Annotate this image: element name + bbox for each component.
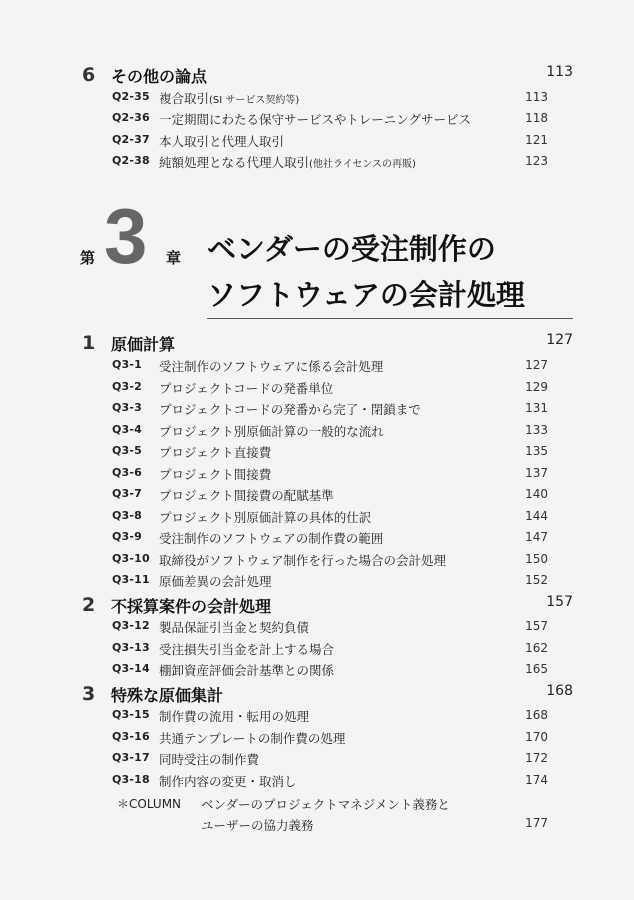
entry-page: 144 xyxy=(525,508,548,523)
entry-title: 原価差異の会計処理 xyxy=(159,574,272,589)
entry-page: 127 xyxy=(525,358,548,372)
entry-title: 制作内容の変更・取消し xyxy=(159,773,297,789)
section-number: 2 xyxy=(82,594,96,616)
entry-title: プロジェクトコードの発番単位 xyxy=(159,380,334,396)
entry-code: Q3-10 xyxy=(112,551,150,565)
entry-page: 118 xyxy=(525,111,548,125)
entry-page: 152 xyxy=(525,573,548,587)
entry-page: 168 xyxy=(525,708,548,722)
section-page: 113 xyxy=(546,64,573,80)
section-title: 原価計算 xyxy=(111,335,176,354)
entry-title: 製品保証引当金と契約負債 xyxy=(159,620,310,635)
toc-entry-q2-36[interactable] xyxy=(0,109,634,129)
entry-title: 取締役がソフトウェア制作を行った場合の会計処理 xyxy=(159,552,447,568)
section-number: 6 xyxy=(82,64,96,86)
entry-title: 棚卸資産評価会計基準との関係 xyxy=(159,663,335,678)
entry-page: 170 xyxy=(525,729,548,744)
entry-page: 131 xyxy=(525,401,548,415)
section-title: その他の論点 xyxy=(111,67,208,86)
toc-entry-q3-3[interactable] xyxy=(0,399,634,419)
entry-code: Q3-15 xyxy=(112,708,150,721)
toc-entry-q3-4[interactable] xyxy=(0,421,634,441)
toc-entry-q3-13[interactable] xyxy=(0,639,634,659)
chapter-3-heading xyxy=(0,192,634,325)
entry-page: 162 xyxy=(525,640,548,655)
toc-entry-q3-11[interactable] xyxy=(0,571,634,591)
entry-code: Q3-18 xyxy=(112,772,150,786)
entry-code: Q3-13 xyxy=(112,640,150,654)
entry-title: 共通テンプレートの制作費の処理 xyxy=(159,730,346,746)
toc-entry-q3-1[interactable] xyxy=(0,356,634,376)
entry-code: Q3-16 xyxy=(112,729,150,743)
chapter-title-line2: ソフトウェアの会計処理 xyxy=(207,278,525,312)
entry-title: 受注制作のソフトウェアに係る会計処理 xyxy=(159,359,384,374)
entry-title: プロジェクト間接費の配賦基準 xyxy=(159,488,334,503)
toc-entry-q2-38[interactable] xyxy=(0,152,634,172)
entry-page: 121 xyxy=(525,133,548,147)
toc-entry-q3-12[interactable] xyxy=(0,617,634,637)
entry-title: 複合取引(SI サービス契約等) xyxy=(159,91,300,106)
toc-entry-q3-6[interactable] xyxy=(0,464,634,484)
entry-page: 135 xyxy=(525,444,548,458)
entry-code: Q3-17 xyxy=(112,751,150,764)
entry-title: プロジェクトコードの発番から完了・閉鎖まで xyxy=(159,402,421,417)
entry-title: プロジェクト別原価計算の具体的仕訳 xyxy=(159,509,372,525)
entry-page: 129 xyxy=(525,379,548,394)
toc-entry-q2-37[interactable] xyxy=(0,131,634,151)
entry-code: Q2-37 xyxy=(112,133,150,146)
toc-entry-q3-15[interactable] xyxy=(0,706,634,726)
toc-entry-q3-8[interactable] xyxy=(0,507,634,527)
entry-title: 同時受注の制作費 xyxy=(159,752,260,767)
chapter-prefix: 第 xyxy=(80,249,96,267)
chapter-suffix: 章 xyxy=(166,249,182,267)
column-page: 177 xyxy=(525,816,548,830)
toc-entry-q3-14[interactable] xyxy=(0,660,634,680)
entry-code: Q3-6 xyxy=(112,465,143,479)
entry-page: 150 xyxy=(525,551,548,566)
toc-entry-q3-18[interactable] xyxy=(0,771,634,791)
entry-code: Q2-36 xyxy=(112,111,150,124)
entry-code: Q3-5 xyxy=(112,444,143,457)
entry-code: Q3-11 xyxy=(112,573,150,586)
entry-title: プロジェクト間接費 xyxy=(159,466,272,482)
entry-code: Q3-4 xyxy=(112,422,143,436)
entry-page: 137 xyxy=(525,465,548,480)
toc-entry-q3-9[interactable] xyxy=(0,528,634,548)
column-label: ＊COLUMN xyxy=(117,797,182,811)
section-page: 157 xyxy=(546,594,573,610)
column-title-line2: ユーザーの協力義務 xyxy=(201,818,314,833)
entry-title: プロジェクト直接費 xyxy=(159,445,272,460)
entry-page: 123 xyxy=(525,154,548,168)
entry-code: Q3-3 xyxy=(112,401,143,414)
entry-code: Q2-38 xyxy=(112,154,150,167)
section-page: 168 xyxy=(546,683,573,699)
entry-page: 140 xyxy=(525,487,548,501)
section-page: 127 xyxy=(546,332,573,348)
entry-page: 157 xyxy=(525,619,548,633)
entry-title: 一定期間にわたる保守サービスやトレーニングサービス xyxy=(159,112,472,127)
entry-code: Q3-14 xyxy=(112,662,150,675)
entry-code: Q3-9 xyxy=(112,530,143,543)
entry-title: 制作費の流用・転用の処理 xyxy=(159,709,310,724)
column-title-line1: ベンダーのプロジェクトマネジメント義務と xyxy=(201,797,450,812)
toc-entry-q2-35[interactable] xyxy=(0,88,634,108)
entry-title: 受注損失引当金を計上する場合 xyxy=(159,641,335,657)
chapter-title-line1: ベンダーの受注制作の xyxy=(207,232,496,266)
section-number: 3 xyxy=(82,683,96,705)
chapter-number: 3 xyxy=(104,192,148,280)
toc-entry-q3-5[interactable] xyxy=(0,442,634,462)
entry-title: 本人取引と代理人取引 xyxy=(159,134,285,149)
entry-code: Q3-8 xyxy=(112,508,143,522)
entry-page: 174 xyxy=(525,772,548,787)
toc-entry-column[interactable] xyxy=(0,795,634,835)
section-number: 1 xyxy=(82,332,96,354)
entry-title: 純額処理となる代理人取引(他社ライセンスの再販) xyxy=(159,155,416,170)
entry-code: Q2-35 xyxy=(112,90,150,103)
entry-page: 133 xyxy=(525,422,548,437)
section-title: 不採算案件の会計処理 xyxy=(111,597,272,616)
chapter-title-rule xyxy=(207,318,573,319)
toc-entry-q3-2[interactable] xyxy=(0,378,634,398)
entry-code: Q3-12 xyxy=(112,619,150,632)
toc-entry-q3-7[interactable] xyxy=(0,485,634,505)
entry-title: 受注制作のソフトウェアの制作費の範囲 xyxy=(159,531,384,546)
entry-title: プロジェクト別原価計算の一般的な流れ xyxy=(159,423,384,439)
section-title: 特殊な原価集計 xyxy=(111,686,224,705)
toc-entry-q3-16[interactable] xyxy=(0,728,634,748)
entry-page: 165 xyxy=(525,662,548,676)
entry-code: Q3-7 xyxy=(112,487,143,500)
entry-page: 172 xyxy=(525,751,548,765)
toc-entry-q3-17[interactable] xyxy=(0,749,634,769)
entry-page: 147 xyxy=(525,530,548,544)
entry-code: Q3-1 xyxy=(112,358,143,371)
entry-page: 113 xyxy=(525,90,548,104)
entry-code: Q3-2 xyxy=(112,379,143,393)
toc-entry-q3-10[interactable] xyxy=(0,550,634,570)
